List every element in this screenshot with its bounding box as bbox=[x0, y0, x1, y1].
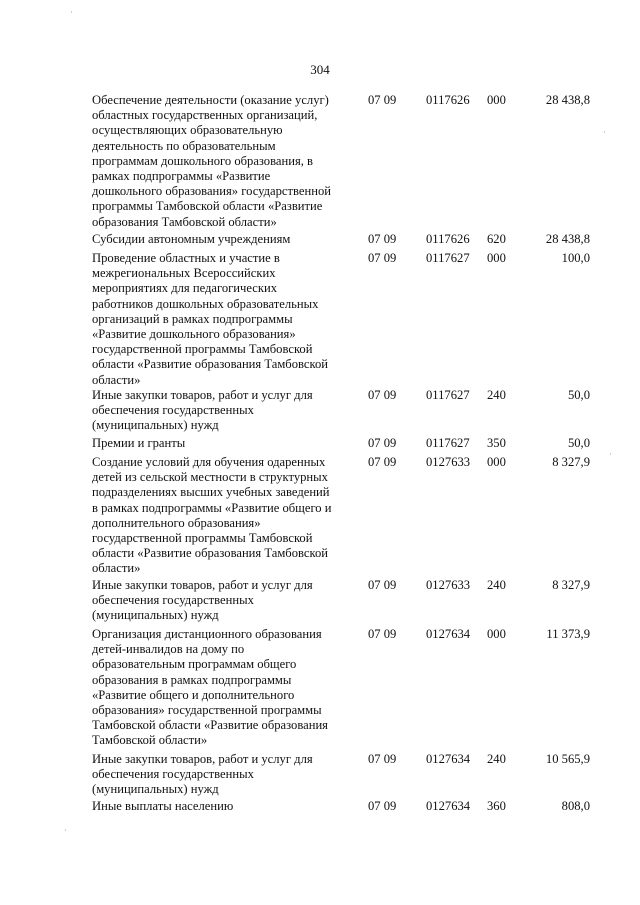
target-article-code: 0117627 bbox=[426, 251, 470, 265]
item-name: Иные выплаты населению bbox=[92, 799, 234, 813]
item-name: Субсидии автономным учреждениям bbox=[92, 232, 291, 246]
item-name: Иные закупки товаров, работ и услуг для обеспечения государственных (муниципальных) нужд bbox=[92, 578, 313, 623]
section-code: 07 09 bbox=[368, 251, 397, 265]
expense-type-code: 620 bbox=[487, 232, 506, 246]
target-article-code: 0117627 bbox=[426, 436, 470, 450]
section-code: 07 09 bbox=[368, 388, 397, 402]
target-article-code: 0127634 bbox=[426, 752, 471, 766]
amount: 50,0 bbox=[567, 388, 590, 402]
target-article-code: 0117626 bbox=[426, 232, 470, 246]
amount: 8 327,9 bbox=[552, 578, 590, 592]
item-name: Иные закупки товаров, работ и услуг для обеспечения государственных (муниципальных) нужд bbox=[92, 388, 313, 433]
target-article-code: 0117627 bbox=[426, 388, 470, 402]
scan-speck: · bbox=[609, 449, 612, 459]
section-code: 07 09 bbox=[368, 578, 397, 592]
expense-type-code: 000 bbox=[487, 251, 506, 265]
section-code: 07 09 bbox=[368, 436, 397, 450]
target-article-code: 0127633 bbox=[426, 455, 471, 469]
expense-type-code: 360 bbox=[487, 799, 506, 813]
amount: 8 327,9 bbox=[552, 455, 590, 469]
expense-type-code: 000 bbox=[487, 455, 506, 469]
section-code: 07 09 bbox=[368, 93, 397, 107]
item-name: Проведение областных и участие в межрегиональных Всероссийских мероприятиях для педагогических работников дошкольных образовательных организаций в рамках подпрограммы «Развитие дошкольного образования» государственной программы Тамбовской области «Развитие образования Тамбовской области» bbox=[92, 251, 328, 387]
item-name: Иные закупки товаров, работ и услуг для обеспечения государственных (муниципальных) нужд bbox=[92, 752, 313, 797]
scan-speck: · bbox=[70, 7, 73, 17]
amount: 100,0 bbox=[561, 251, 590, 265]
item-name: Создание условий для обучения одаренных детей из сельской местности в структурных подразделениях высших учебных заведений в рамках подпрограммы «Развитие общего и дополнительного образования» государственной программы Тамбовской области «Развитие образования Тамбовской области» bbox=[92, 455, 332, 576]
page-number: 304 bbox=[310, 62, 330, 77]
section-code: 07 09 bbox=[368, 232, 397, 246]
amount: 10 565,9 bbox=[545, 752, 590, 766]
expense-type-code: 000 bbox=[487, 627, 506, 641]
amount: 28 438,8 bbox=[545, 93, 590, 107]
target-article-code: 0127634 bbox=[426, 799, 471, 813]
section-code: 07 09 bbox=[368, 799, 397, 813]
expense-type-code: 000 bbox=[487, 93, 506, 107]
amount: 28 438,8 bbox=[545, 232, 590, 246]
target-article-code: 0127634 bbox=[426, 627, 471, 641]
item-name: Организация дистанционного образования детей-инвалидов на дому по образовательным программам общего образования в рамках подпрограммы «Развитие общего и дополнительного образования» государственной программы Тамбовской области «Развитие образования Тамбовской области» bbox=[92, 627, 328, 748]
expense-type-code: 240 bbox=[487, 752, 506, 766]
amount: 808,0 bbox=[561, 799, 590, 813]
amount: 50,0 bbox=[567, 436, 590, 450]
scan-speck: · bbox=[603, 127, 606, 137]
section-code: 07 09 bbox=[368, 627, 397, 641]
target-article-code: 0117626 bbox=[426, 93, 470, 107]
section-code: 07 09 bbox=[368, 455, 397, 469]
item-name: Премии и гранты bbox=[92, 436, 186, 450]
target-article-code: 0127633 bbox=[426, 578, 471, 592]
expense-type-code: 240 bbox=[487, 578, 506, 592]
expense-type-code: 240 bbox=[487, 388, 506, 402]
expense-type-code: 350 bbox=[487, 436, 506, 450]
item-name: Обеспечение деятельности (оказание услуг) областных государственных организаций, осуществляющих образовательную деятельность по образовательным программам дошкольного образования, в рамках подпрограммы «Развитие дошкольного образования» государственной программы Тамбовской области «Развитие образования Тамбовской области» bbox=[92, 93, 332, 229]
scan-speck: · bbox=[64, 825, 67, 835]
amount: 11 373,9 bbox=[546, 627, 590, 641]
section-code: 07 09 bbox=[368, 752, 397, 766]
